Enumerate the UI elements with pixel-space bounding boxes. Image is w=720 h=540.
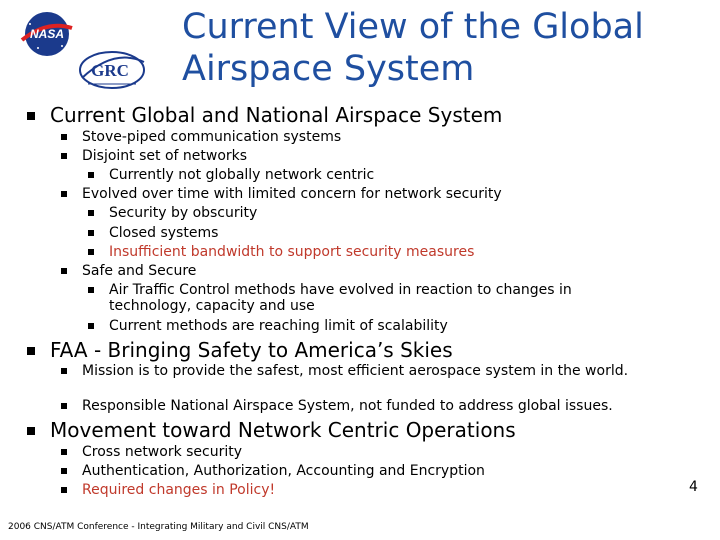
bullet-item: Currently not globally network centric — [109, 167, 374, 183]
square-bullet-icon — [27, 427, 35, 435]
bullet-item: FAA - Bringing Safety to America’s Skies — [50, 339, 453, 361]
grc-logo — [74, 48, 150, 92]
square-bullet-icon — [61, 368, 67, 374]
square-bullet-icon — [61, 153, 67, 159]
bullet-item: Cross network security — [82, 444, 242, 460]
bullet-item: Current methods are reaching limit of scalability — [109, 318, 448, 334]
bullet-item: Security by obscurity — [109, 205, 257, 221]
slide-title: Current View of the Global Airspace System — [182, 7, 644, 89]
bullet-item: Movement toward Network Centric Operations — [50, 419, 516, 441]
bullet-item: Current Global and National Airspace System — [50, 104, 502, 126]
bullet-item: Evolved over time with limited concern for network security — [82, 186, 502, 202]
square-bullet-icon — [27, 347, 35, 355]
square-bullet-icon — [61, 134, 67, 140]
svg-text:NASA: NASA — [29, 27, 65, 41]
bullet-item: Safe and Secure — [82, 263, 196, 279]
footer-text: 2006 CNS/ATM Conference - Integrating Military and Civil CNS/ATM — [8, 522, 309, 532]
square-bullet-icon — [88, 249, 94, 255]
bullet-item: Insufficient bandwidth to support security measures — [109, 244, 474, 260]
square-bullet-icon — [88, 172, 94, 178]
bullet-item: Required changes in Policy! — [82, 482, 275, 498]
bullet-item: Mission is to provide the safest, most efficient aerospace system in the world. — [82, 363, 642, 379]
square-bullet-icon — [61, 191, 67, 197]
svg-text:GRC: GRC — [91, 61, 129, 80]
square-bullet-icon — [61, 487, 67, 493]
square-bullet-icon — [88, 287, 94, 293]
bullet-item: Stove-piped communication systems — [82, 129, 341, 145]
square-bullet-icon — [88, 323, 94, 329]
bullet-item: Disjoint set of networks — [82, 148, 247, 164]
square-bullet-icon — [61, 268, 67, 274]
bullet-item: Responsible National Airspace System, not funded to address global issues. — [82, 398, 613, 414]
square-bullet-icon — [88, 210, 94, 216]
bullet-item: Air Traffic Control methods have evolved in reaction to changes in technology, capacity and use — [109, 282, 589, 314]
bullet-item: Authentication, Authorization, Accounting and Encryption — [82, 463, 485, 479]
page-number: 4 — [689, 479, 698, 495]
square-bullet-icon — [88, 230, 94, 236]
square-bullet-icon — [27, 112, 35, 120]
square-bullet-icon — [61, 403, 67, 409]
nasa-logo — [18, 10, 76, 58]
bullet-item: Closed systems — [109, 225, 218, 241]
square-bullet-icon — [61, 468, 67, 474]
square-bullet-icon — [61, 449, 67, 455]
